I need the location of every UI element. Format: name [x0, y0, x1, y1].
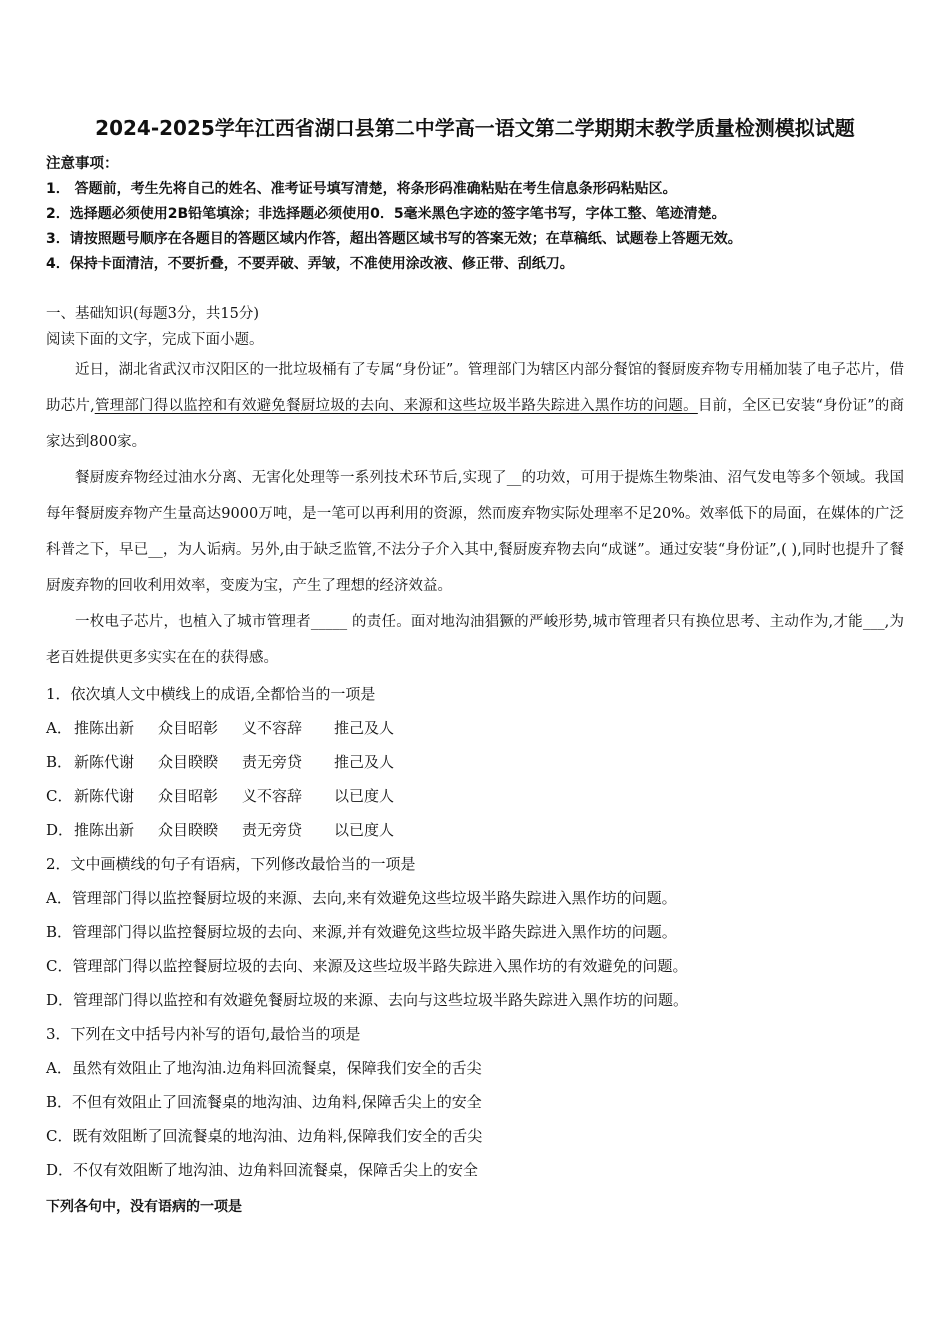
question-3-option-c [46, 1125, 482, 1146]
option-label: A． [46, 889, 72, 907]
option-term: 义不容辞 [242, 719, 303, 737]
notice-heading: 注意事项： [46, 156, 119, 172]
underlined-sentence: 管理部门得以监控和有效避免餐厨垃圾的去向、来源和这些垃圾半路失踪进入黑作坊的问题。 [94, 398, 698, 414]
option-term: 推己及人 [334, 753, 395, 771]
question-2-option-d [46, 989, 688, 1010]
option-term: 推己及人 [334, 719, 395, 737]
question-1-option-c [46, 785, 394, 806]
next-question-stem: 下列各句中，没有语病的一项是 [46, 1199, 242, 1215]
page-title: 2024-2025学年江西省湖口县第二中学高一语文第二学期期末教学质量检测模拟试题 [95, 116, 855, 140]
option-label: C． [46, 787, 73, 805]
option-label: C． [46, 957, 73, 975]
option-term: 义不容辞 [242, 787, 303, 805]
option-term: 推陈出新 [74, 719, 135, 737]
passage-paragraph-1-tail: 目前，全区已安装“身份证”的商家达到800家。 [46, 398, 905, 450]
option-term: 责无旁贷 [242, 821, 303, 839]
passage-paragraph-1-lead: 近日，湖北省武汉市汉阳区的一批垃圾桶有了专属“身份证”。管理部门为辖区内部分餐馆的餐厨废弃物专用桶加装了电子芯片，借助芯片, [46, 362, 904, 414]
option-label: D． [46, 991, 74, 1009]
option-label: D． [46, 1161, 74, 1179]
section-instruction: 阅读下面的文字，完成下面小题。 [46, 332, 264, 348]
option-text: 管理部门得以监控和有效避免餐厨垃圾的来源、去向与这些垃圾半路失踪进入黑作坊的问题。 [73, 991, 689, 1009]
question-3-option-b [46, 1091, 482, 1112]
question-3-option-a [46, 1057, 482, 1078]
section-heading: 一、基础知识(每题3分，共15分) [46, 306, 259, 322]
option-term: 推陈出新 [74, 821, 135, 839]
option-term: 众目昭彰 [158, 787, 219, 805]
option-label: A． [46, 1059, 72, 1077]
option-text: 虽然有效阻止了地沟油.边角料回流餐桌，保障我们安全的舌尖 [71, 1059, 482, 1077]
option-term: 新陈代谢 [74, 787, 135, 805]
option-label: C． [46, 1127, 73, 1145]
question-2-option-a [46, 887, 677, 908]
question-1-option-b [46, 751, 394, 772]
option-term: 众目昭彰 [158, 719, 219, 737]
question-1-option-d [46, 819, 394, 840]
option-label: D． [46, 821, 74, 839]
option-term: 以已度人 [334, 787, 395, 805]
option-term: 众目睽睽 [158, 753, 219, 771]
option-text: 管理部门得以监控餐厨垃圾的来源、去向,来有效避免这些垃圾半路失踪进入黑作坊的问题。 [71, 889, 677, 907]
option-term: 以已度人 [334, 821, 395, 839]
passage-paragraph-3: 一枚电子芯片，也植入了城市管理者_____ 的责任。面对地沟油猖獗的严峻形势,城市管理者只有换位思考、主动作为,才能___,为老百姓提供更多实实在在的获得感。 [46, 614, 904, 666]
option-text: 不但有效阻止了回流餐桌的地沟油、边角料,保障舌尖上的安全 [72, 1093, 482, 1111]
option-term: 新陈代谢 [74, 753, 135, 771]
question-1-option-a [46, 717, 394, 738]
notice-item-3: 3．请按照题号顺序在各题目的答题区域内作答，超出答题区域书写的答案无效；在草稿纸、试题卷上答题无效。 [46, 231, 742, 247]
option-label: A． [46, 719, 72, 737]
option-label: B． [46, 923, 73, 941]
notice-item-1: 1． 答题前，考生先将自己的姓名、准考证号填写清楚，将条形码准确粘贴在考生信息条形码粘贴区。 [46, 181, 677, 197]
option-text: 既有效阻断了回流餐桌的地沟油、边角料,保障我们安全的舌尖 [72, 1127, 483, 1145]
notice-item-2: 2．选择题必须使用2B铅笔填涂；非选择题必须使用0．5毫米黑色字迹的签字笔书写，字体工整、笔迹清楚。 [46, 206, 726, 222]
option-text: 管理部门得以监控餐厨垃圾的去向、来源,并有效避免这些垃圾半路失踪进入黑作坊的问题。 [72, 923, 677, 941]
option-text: 管理部门得以监控餐厨垃圾的去向、来源及这些垃圾半路失踪进入黑作坊的有效避免的问题。 [72, 957, 688, 975]
question-2-option-b [46, 921, 677, 942]
option-term: 众目睽睽 [158, 821, 219, 839]
notice-item-4: 4．保持卡面清洁，不要折叠，不要弄破、弄皱，不准使用涂改液、修正带、刮纸刀。 [46, 256, 574, 272]
passage-paragraph-2: 餐厨废弃物经过油水分离、无害化处理等一系列技术环节后,实现了__的功效，可用于提炼生物柴油、沼气发电等多个领域。我国每年餐厨废弃物产生量高达9000万吨，是一笔可以再利用的资源，然而废弃物实际处理率不足20%。效率低下的局面，在媒体的广泛科普之下，早已__，为人诟病。另外,由于缺乏监管,不法分子介入其中,餐厨废弃物去向“成谜”。通过安装“身份证”,( ),同时也提升了餐厨废弃物的回收利用效率，变废为宝，产生了理想的经济效益。 [46, 470, 904, 594]
option-label: B． [46, 1093, 73, 1111]
question-2-stem: 2．文中画横线的句子有语病，下列修改最恰当的一项是 [46, 855, 416, 873]
option-text: 不仅有效阻断了地沟油、边角料回流餐桌，保障舌尖上的安全 [73, 1161, 479, 1179]
option-label: B． [46, 753, 73, 771]
passage-paragraph-1 [46, 352, 904, 460]
question-2-option-c [46, 955, 688, 976]
question-1-stem: 1．依次填人文中横线上的成语,全都恰当的一项是 [46, 685, 376, 703]
option-term: 责无旁贷 [242, 753, 303, 771]
question-3-option-d [46, 1159, 478, 1180]
question-3-stem: 3．下列在文中括号内补写的语句,最恰当的项是 [46, 1025, 361, 1043]
